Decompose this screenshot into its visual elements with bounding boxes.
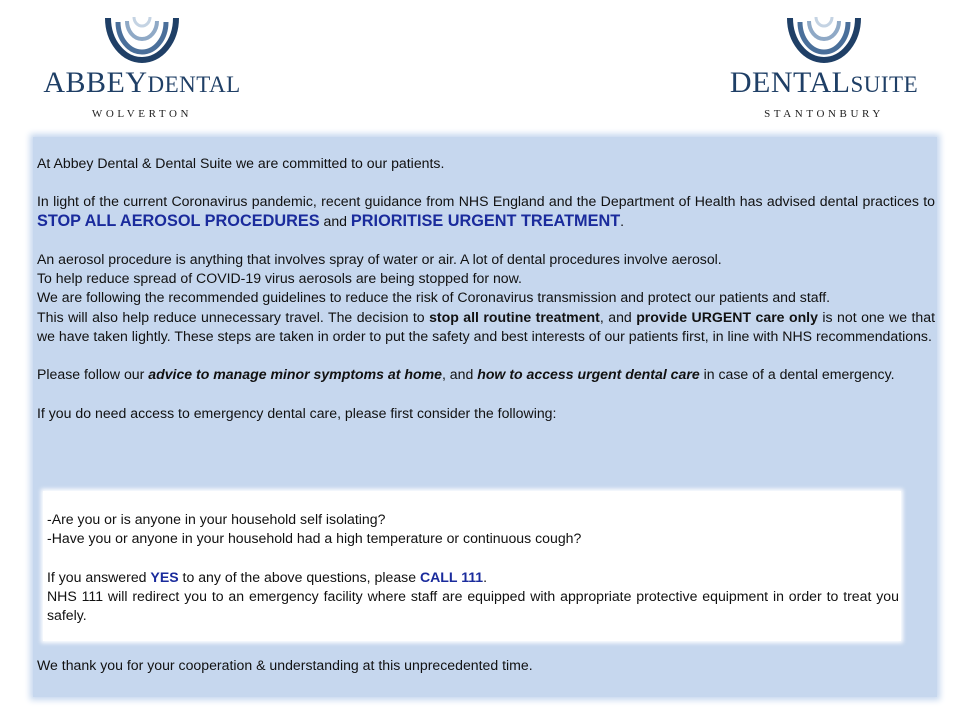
- guidance-paragraph: In light of the current Coronavirus pandemic, recent guidance from NHS England and the Department of Health has advised dental practices to STOP ALL AEROSOL PROCEDURES and PRIORITISE URGENT TREATMENT.: [37, 193, 935, 230]
- dental-suite-wordmark: DENTALSUITE: [729, 66, 919, 99]
- question-symptoms: -Have you or anyone in your household had a high temperature or continuous cough?: [47, 530, 582, 547]
- screening-questions-box: [43, 491, 901, 641]
- dental-suite-location: STANTONBURY: [764, 108, 884, 120]
- nhs-111-info: NHS 111 will redirect you to an emergency facility where staff are equipped with appropriate protective equipment in order to treat you safely.: [47, 587, 899, 624]
- intro-text: At Abbey Dental & Dental Suite we are committed to our patients.: [37, 155, 445, 171]
- dental-suite-logo: [712, 8, 936, 120]
- consider-text: If you do need access to emergency dental care, please first consider the following:: [37, 404, 557, 421]
- question-self-isolating: -Are you or is anyone in your household self isolating?: [47, 511, 386, 527]
- aerosol-definition: An aerosol procedure is anything that involves spray of water or air. A lot of dental procedures involve aerosol.: [37, 250, 722, 267]
- stop-aerosol-highlight: STOP ALL AEROSOL PROCEDURES: [37, 211, 320, 230]
- abbey-dental-location: WOLVERTON: [91, 108, 193, 120]
- arcs-logo-icon: [102, 8, 182, 68]
- arcs-logo-icon: [784, 8, 864, 68]
- abbey-dental-logo: [30, 8, 254, 120]
- abbey-dental-wordmark: ABBEYDENTAL: [43, 66, 241, 99]
- spread-text: To help reduce spread of COVID-19 virus aerosols are being stopped for now.: [37, 270, 522, 287]
- closing-text: We thank you for your cooperation & understanding at this unprecedented time.: [37, 657, 533, 673]
- call-111-instruction: If you answered YES to any of the above questions, please CALL 111.: [47, 568, 488, 585]
- travel-paragraph: This will also help reduce unnecessary travel. The decision to stop all routine treatment, and provide URGENT care only is not one we that we have taken lightly. These steps are taken in order to put the safety and best interests of our patients first, in line with NHS recommendations.: [37, 308, 936, 345]
- notice-body: [37, 154, 935, 423]
- follow-advice-paragraph: Please follow our advice to manage minor symptoms at home, and how to access urgent dental care in case of a dental emergency.: [37, 366, 895, 383]
- guidelines-text: We are following the recommended guidelines to reduce the risk of Coronavirus transmission and protect our patients and staff.: [37, 289, 831, 306]
- prioritise-urgent-highlight: PRIORITISE URGENT TREATMENT: [350, 211, 621, 230]
